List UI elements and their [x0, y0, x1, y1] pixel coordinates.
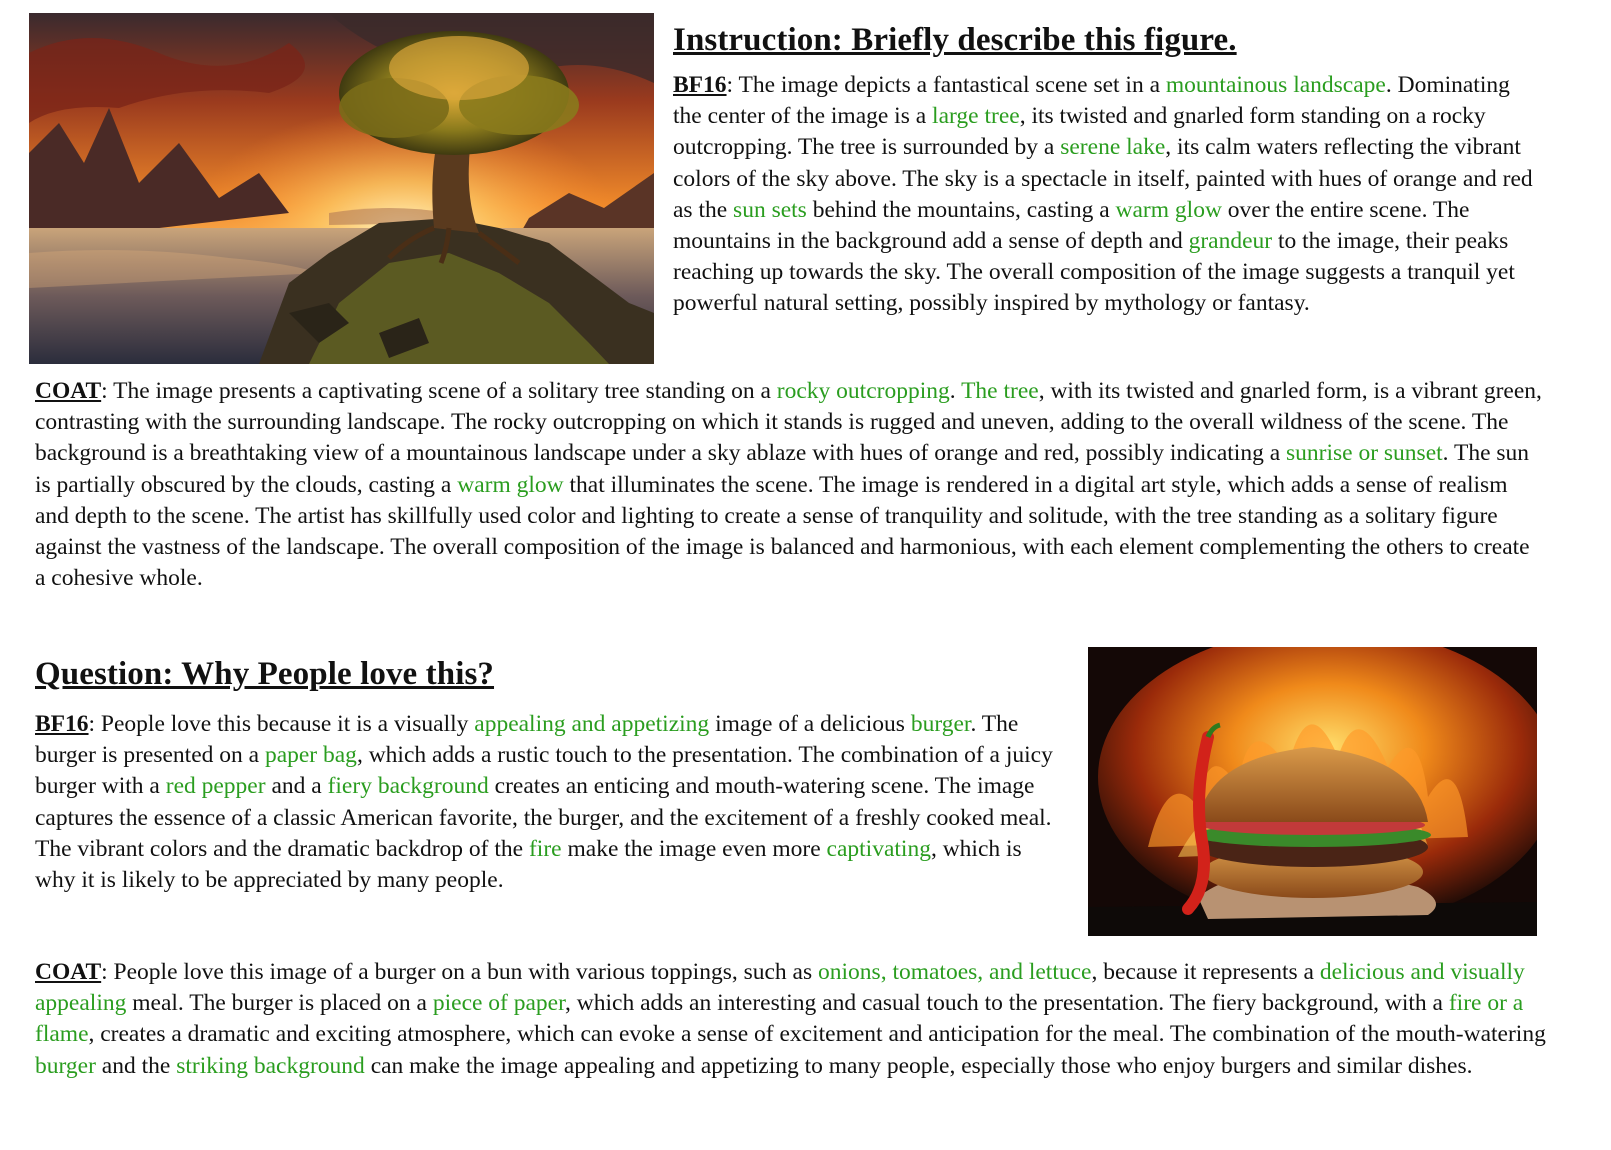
highlighted-phrase: fire or a flame	[35, 990, 1524, 1048]
text-segment: : The image presents a captivating scene of a solitary tree standing on a	[101, 378, 777, 404]
text-segment: and a	[265, 773, 328, 800]
text-segment: to the image, their peaks reaching up towards the sky. The overall composition of the image suggests a tranquil yet powerful natural setting, possibly inspired by mythology or fantasy.	[673, 228, 1515, 317]
answer-text	[673, 72, 1533, 316]
coat-label-2: COAT	[35, 959, 102, 985]
highlighted-phrase: delicious and visually appealing	[35, 959, 1525, 1017]
highlighted-phrase: rocky outcropping	[776, 378, 950, 404]
answer-text	[35, 959, 1546, 1079]
text-segment: , which adds an interesting and casual touch to the presentation. The fiery background, with a	[565, 990, 1449, 1017]
highlighted-phrase: warm glow	[1115, 196, 1222, 223]
text-segment: make the image even more	[561, 835, 827, 862]
highlighted-phrase: captivating	[826, 835, 931, 862]
highlighted-phrase: paper bag	[264, 742, 357, 769]
highlighted-phrase: appealing and appetizing	[474, 711, 710, 737]
text-segment: , its twisted and gnarled form standing on a rocky outcropping. The tree is surrounded by a	[673, 103, 1486, 161]
tree-landscape-image	[29, 13, 654, 364]
text-segment: , which adds a rustic touch to the presentation. The combination of a juicy burger with a	[35, 742, 1053, 800]
text-segment: .	[949, 378, 962, 404]
text-segment: behind the mountains, casting a	[806, 196, 1116, 223]
coat-answer-2	[35, 957, 1575, 1082]
text-segment: meal. The burger is placed on a	[126, 990, 433, 1017]
text-segment: : People love this because it is a visually	[88, 711, 475, 737]
highlighted-phrase: sun sets	[733, 196, 807, 223]
highlighted-phrase: red pepper	[165, 773, 266, 800]
text-segment: can make the image appealing and appetizing to many people, especially those who enjoy burgers and similar dishes.	[364, 1052, 1473, 1079]
highlighted-phrase: warm glow	[457, 471, 564, 498]
text-segment: , which is why it is likely to be appreciated by many people.	[35, 835, 1022, 894]
highlighted-phrase: sunrise or sunset	[1286, 440, 1443, 467]
highlighted-phrase: piece of paper	[432, 990, 566, 1017]
text-segment: . The sun is partially obscured by the clouds, casting a	[35, 440, 1530, 498]
text-segment: . Dominating the center of the image is a	[673, 72, 1510, 130]
highlighted-phrase: fire	[528, 835, 562, 862]
highlighted-phrase: The tree	[961, 378, 1039, 404]
answer-text	[35, 711, 1053, 893]
question-heading: Question: Why People love this?	[35, 656, 495, 692]
highlighted-phrase: mountainous landscape	[1165, 72, 1386, 98]
text-segment: : People love this image of a burger on a bun with various toppings, such as	[101, 959, 819, 985]
text-segment: over the entire scene. The mountains in the background add a sense of depth and	[673, 196, 1470, 255]
highlighted-phrase: fiery background	[327, 773, 489, 800]
text-segment: creates an enticing and mouth-watering scene. The image captures the essence of a classic American favorite, the burger, and the excitement of a freshly cooked meal. The vibrant colors and the dramatic backdrop of the	[35, 773, 1052, 862]
text-segment: image of a delicious	[709, 711, 911, 737]
answer-text	[35, 378, 1542, 591]
text-segment: and the	[95, 1052, 177, 1079]
text-segment: : The image depicts a fantastical scene set in a	[726, 72, 1166, 98]
highlighted-phrase: serene lake	[1060, 134, 1166, 161]
text-segment: . The burger is presented on a	[35, 711, 1019, 769]
text-segment: that illuminates the scene. The image is rendered in a digital art style, which adds a sense of realism and depth to the scene. The artist has skillfully used color and lighting to create a sense of tranquility and solitude, with the tree standing as a solitary figure against the vastness of the landscape. The overall composition of the image is balanced and harmonious, with each element complementing the others to create a cohesive whole.	[35, 471, 1530, 592]
text-segment: , its calm waters reflecting the vibrant colors of the sky above. The sky is a spectacle in itself, painted with hues of orange and red as the	[673, 134, 1533, 223]
bf16-label-1: BF16	[673, 72, 727, 98]
instruction-heading: Instruction: Briefly describe this figure.	[673, 22, 1237, 58]
bf16-answer-1	[673, 70, 1543, 320]
burger-fire-image	[1088, 647, 1537, 936]
highlighted-phrase: grandeur	[1188, 228, 1273, 255]
coat-answer-1	[35, 376, 1543, 594]
highlighted-phrase: burger	[910, 711, 971, 737]
bf16-label-2: BF16	[35, 711, 89, 737]
highlighted-phrase: onions, tomatoes, and lettuce	[818, 959, 1092, 985]
coat-label-1: COAT	[35, 378, 102, 404]
highlighted-phrase: striking background	[176, 1052, 365, 1079]
text-segment: , creates a dramatic and exciting atmosphere, which can evoke a sense of excitement and anticipation for the meal. The combination of the mouth-watering	[88, 1021, 1546, 1048]
text-segment: , with its twisted and gnarled form, is a vibrant green, contrasting with the surrounding landscape. The rocky outcropping on which it stands is rugged and uneven, adding to the overall wildness of the scene. The background is a breathtaking view of a mountainous landscape under a sky ablaze with hues of orange and red, possibly indicating a	[35, 378, 1542, 467]
highlighted-phrase: burger	[35, 1052, 96, 1079]
highlighted-phrase: large tree	[932, 103, 1020, 130]
text-segment: , because it represents a	[1091, 959, 1320, 985]
bf16-answer-2	[35, 709, 1065, 896]
